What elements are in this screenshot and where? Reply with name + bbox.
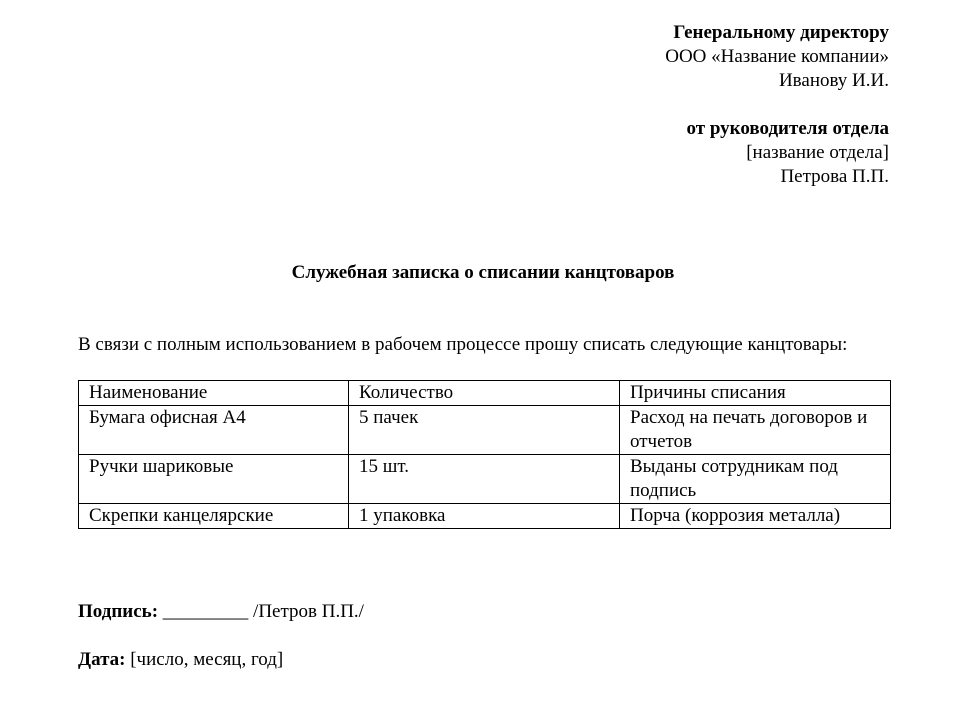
cell-name: Бумага офисная А4 [79,406,349,455]
header-name: Наименование [79,381,349,406]
table-header-row [79,381,891,406]
date-line [78,648,283,672]
cell-quantity: 1 упаковка [349,504,620,529]
signature-blank: _________ [162,601,249,622]
header-reason: Причины списания [620,381,891,406]
addressee-position: Генеральному директору [673,22,889,43]
signature-name: /Петров П.П./ [253,601,364,622]
table-row [79,504,891,529]
items-table [78,380,891,529]
addressee-company: ООО «Название компании» [665,46,889,67]
signature-line [78,600,364,624]
sender-department: [название отдела] [746,142,889,163]
cell-quantity: 15 шт. [349,455,620,504]
sender-name: Петрова П.П. [780,166,889,187]
table-row [79,406,891,455]
cell-reason: Расход на печать договоров и отчетов [620,406,891,455]
addressee-block [665,21,889,189]
cell-quantity: 5 пачек [349,406,620,455]
cell-reason: Порча (коррозия металла) [620,504,891,529]
addressee-name: Иванову И.И. [778,70,889,91]
body-paragraph: В связи с полным использованием в рабочем процессе прошу списать следующие канцтовары: [78,334,848,355]
header-quantity: Количество [349,381,620,406]
date-label: Дата: [78,649,126,670]
cell-name: Ручки шариковые [79,455,349,504]
cell-reason: Выданы сотрудникам под подпись [620,455,891,504]
signature-label: Подпись: [78,601,159,622]
sender-position: от руководителя отдела [686,118,889,139]
table-row [79,455,891,504]
cell-name: Скрепки канцелярские [79,504,349,529]
document-title: Служебная записка о списании канцтоваров [291,262,675,283]
date-value: [число, месяц, год] [130,649,284,670]
